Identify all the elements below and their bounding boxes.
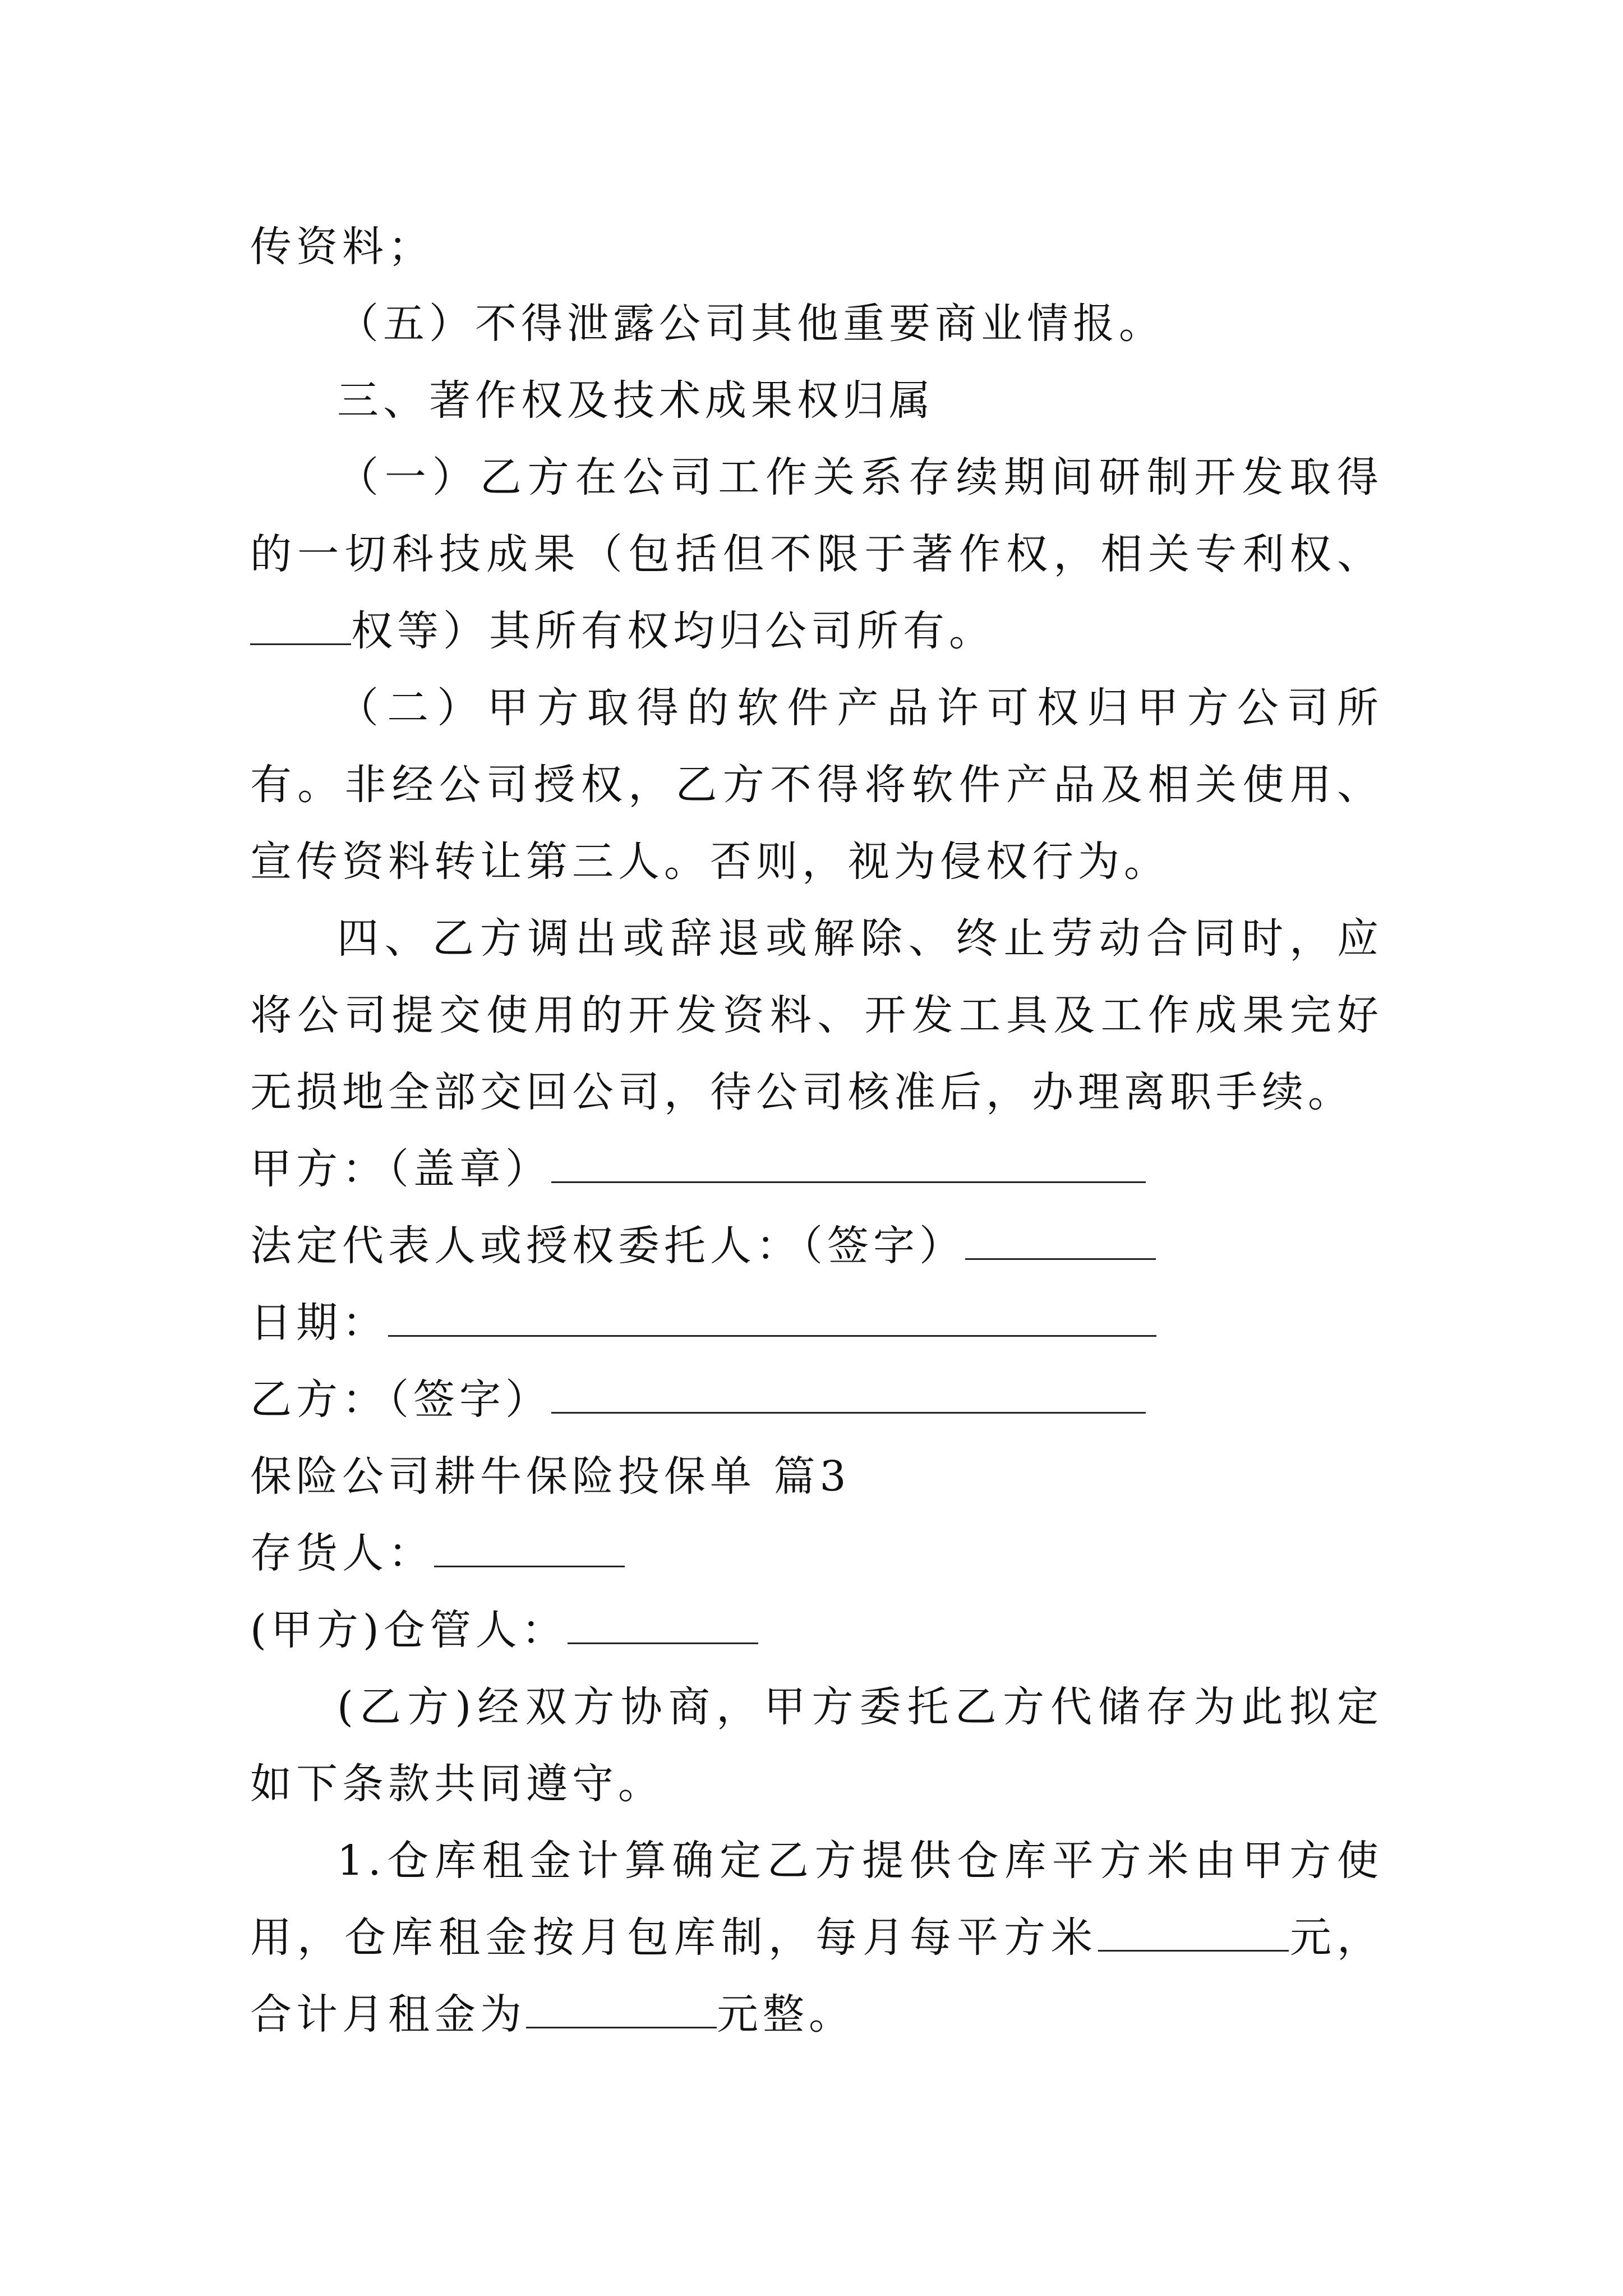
- paragraph-continued: 传资料；: [250, 223, 434, 271]
- paragraph-copyright-one-text: （一）乙方在公司工作关系存续期间研制开发取得的一切科技成果（包括但不限于著作权，相关专利权、: [250, 453, 1383, 578]
- keeper-blank: [568, 1605, 758, 1644]
- paragraph-copyright-two: （二）甲方取得的软件产品许可权归甲方公司所有。非经公司授权，乙方不得将软件产品及相关使用、宣传资料转让第三人。否则，视为侵权行为。: [250, 684, 1383, 886]
- signature-party-a-label: 甲方：（盖章）: [250, 1145, 551, 1193]
- paragraph-rent-middle: 元，合计月租金为: [250, 1913, 1383, 2039]
- paragraph-copyright-one-tail: 权等）其所有权均归公司所有。: [351, 607, 995, 655]
- signature-representative-label: 法定代表人或授权委托人：（签字）: [250, 1222, 965, 1270]
- signature-party-b-label: 乙方：（签字）: [250, 1375, 551, 1424]
- signature-party-b-blank: [551, 1375, 1146, 1414]
- paragraph-copyright-one: [250, 439, 1383, 670]
- paragraph-section-four: 四、乙方调出或辞退或解除、终止劳动合同时，应将公司提交使用的开发资料、开发工具及工作成果完好无损地全部交回公司，待公司核准后，办理离职手续。: [250, 914, 1383, 1116]
- paragraph-rent-text: 1.仓库租金计算确定乙方提供仓库平方米由甲方使用，仓库租金按月包库制，每月每平方米: [250, 1837, 1383, 1962]
- paragraph-rent-tail: 元整。: [717, 1990, 855, 2039]
- rent-total-blank: [526, 1990, 717, 2028]
- rent-per-sqm-blank: [1098, 1913, 1289, 1952]
- depositor-blank: [434, 1529, 625, 1567]
- signature-representative-blank: [965, 1221, 1156, 1260]
- paragraph-agreement: (乙方)经双方协商，甲方委托乙方代储存为此拟定如下条款共同遵守。: [250, 1683, 1383, 1808]
- signature-party-a: [250, 1131, 1383, 1208]
- depositor-label: 存货人：: [250, 1529, 434, 1577]
- depositor-line: [250, 1515, 1383, 1592]
- signature-date-blank: [388, 1298, 1156, 1337]
- paragraph-rent: [250, 1823, 1383, 2053]
- signature-party-a-blank: [551, 1144, 1146, 1183]
- signature-date: [250, 1285, 1383, 1361]
- section-title: 保险公司耕牛保险投保单 篇3: [250, 1452, 851, 1501]
- document-body: [250, 209, 1383, 2053]
- section-heading-copyright: 三、著作权及技术成果权归属: [337, 376, 935, 425]
- keeper-line: [250, 1592, 1383, 1669]
- keeper-label: (甲方)仓管人：: [250, 1606, 568, 1654]
- blank-line: [250, 606, 351, 645]
- signature-representative: [250, 1208, 1383, 1285]
- paragraph-item-five: （五）不得泄露公司其他重要商业情报。: [337, 300, 1165, 348]
- signature-date-label: 日期：: [250, 1299, 388, 1347]
- signature-party-b: [250, 1361, 1383, 1438]
